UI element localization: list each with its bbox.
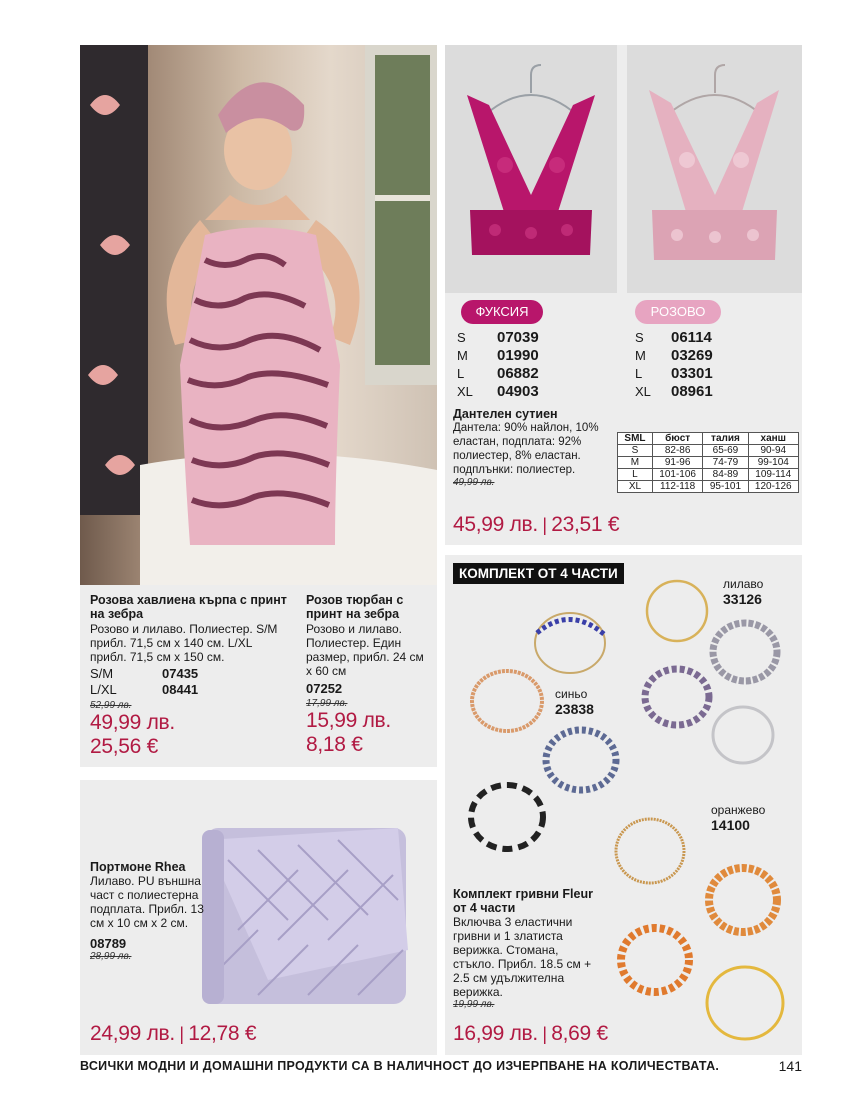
variant-label: синьо (555, 687, 588, 701)
table-cell: M (618, 457, 653, 469)
product-code: 08961 (671, 383, 713, 400)
wallet-name: Портмоне Rhea (90, 860, 186, 874)
size-table-header: бюст (652, 433, 702, 445)
towel-turban-panel (80, 45, 437, 767)
code-row (635, 329, 713, 347)
towel-model-photo (80, 45, 437, 585)
code-row (635, 347, 713, 365)
turban-name: Розов тюрбан с принт на зебра (306, 593, 404, 621)
size-label: S (457, 330, 466, 345)
product-code: 08441 (162, 682, 199, 697)
variant-orange (711, 803, 765, 833)
set-badge: КОМПЛЕКТ ОТ 4 ЧАСТИ (453, 563, 624, 584)
table-row (618, 457, 799, 469)
pink-bra-photo (627, 45, 802, 293)
page-footer (80, 1058, 802, 1074)
wallet-panel (80, 780, 437, 1055)
table-row (618, 481, 799, 493)
bra-price-eur: 23,51 € (551, 513, 620, 536)
wallet-desc: Лилаво. PU външна част с полиестерна подплата. Прибл. 13 см х 10 см х 2 см. (90, 874, 204, 930)
code-row (457, 347, 539, 365)
wallet-photo (198, 800, 418, 1010)
size-label: M (457, 348, 468, 363)
price-divider-icon: | (179, 1024, 184, 1044)
towel-code-row (90, 682, 290, 698)
product-code: 03301 (671, 365, 713, 382)
product-code: 04903 (497, 383, 539, 400)
wallet-old-price: 28,99 лв. (90, 951, 132, 962)
towel-code-row (90, 666, 290, 682)
size-label: M (635, 348, 646, 363)
table-cell: 112-118 (652, 481, 702, 493)
product-code: 07435 (162, 666, 199, 681)
table-cell: 120-126 (748, 481, 798, 493)
variant-code: 14100 (711, 817, 750, 833)
variant-label: лилаво (723, 577, 764, 591)
bra-old-price: 49,99 лв. (453, 477, 495, 488)
table-cell: 91-96 (652, 457, 702, 469)
variant-code: 33126 (723, 591, 762, 607)
size-table-header: талия (703, 433, 748, 445)
product-code: 01990 (497, 347, 539, 364)
variant-label: оранжево (711, 803, 766, 817)
bra-desc: Дантела: 90% найлон, 10% еластан, подплата: 92% полиестер, 8% еластан. подплънки: полиестер. (453, 422, 599, 476)
bra-name: Дантелен сутиен (453, 407, 558, 421)
product-code: 03269 (671, 347, 713, 364)
bracelets-old-price: 19,99 лв. (453, 999, 495, 1010)
wallet-price-line (90, 1022, 256, 1046)
variant-code: 23838 (555, 701, 594, 717)
code-row (457, 365, 539, 383)
table-cell: 109-114 (748, 469, 798, 481)
table-cell: 84-89 (703, 469, 748, 481)
fuchsia-bra-photo (445, 45, 617, 293)
pink-codes (635, 329, 713, 401)
bra-price-bgn: 45,99 лв. (453, 513, 538, 536)
price-divider-icon: | (542, 515, 547, 535)
table-cell: 74-79 (703, 457, 748, 469)
price-divider-icon: | (542, 1024, 547, 1044)
size-label: S (635, 330, 644, 345)
size-table-header: SML (618, 433, 653, 445)
code-row (635, 365, 713, 383)
size-label: XL (635, 384, 651, 399)
bracelets-desc: Включва 3 еластични гривни и 1 златиста верижка. Стомана, стъкло. Прибл. 18.5 см + 2.5 см удължителна верижка. (453, 915, 592, 999)
table-cell: XL (618, 481, 653, 493)
towel-desc: Розово и лилаво. Полиестер. S/M прибл. 71,5 см х 140 см. L/XL прибл. 71,5 см х 150 см. (90, 622, 278, 664)
size-label: L (457, 366, 465, 381)
size-label: S/M (90, 666, 114, 681)
towel-name: Розова хавлиена кърпа с принт на зебра (90, 593, 287, 621)
towel-old-price: 52,99 лв. (90, 700, 132, 711)
table-cell: L (618, 469, 653, 481)
size-label: L (635, 366, 643, 381)
table-cell: 101-106 (652, 469, 702, 481)
table-cell: 90-94 (748, 445, 798, 457)
variant-lilac (723, 577, 763, 607)
wallet-price-eur: 12,78 € (188, 1022, 257, 1045)
bracelets-price-bgn: 16,99 лв. (453, 1022, 538, 1045)
table-cell: 99-104 (748, 457, 798, 469)
table-cell: S (618, 445, 653, 457)
bra-price-line (453, 513, 619, 537)
table-row (618, 445, 799, 457)
turban-code: 07252 (306, 681, 343, 696)
product-code: 07039 (497, 329, 539, 346)
turban-price-eur: 8,18 € (306, 733, 363, 756)
variant-blue (555, 687, 594, 717)
towel-price-bgn: 49,99 лв. (90, 711, 175, 734)
product-code: 06882 (497, 365, 539, 382)
code-row (635, 383, 713, 401)
bra-panel (445, 45, 802, 545)
bracelets-price-line (453, 1022, 608, 1046)
bracelets-name: Комплект гривни Fleur от 4 части (453, 887, 593, 915)
bracelets-price-eur: 8,69 € (551, 1022, 608, 1045)
size-table (617, 432, 799, 493)
size-label: XL (457, 384, 473, 399)
page-number: 141 (778, 1058, 802, 1074)
fuchsia-color-chip: ФУКСИЯ (461, 300, 543, 324)
turban-old-price: 17,99 лв. (306, 698, 348, 709)
size-label: L/XL (90, 682, 117, 697)
table-row (618, 469, 799, 481)
turban-desc: Розово и лилаво. Полиестер. Един размер, прибл. 24 см х 60 см (306, 622, 424, 678)
code-row (457, 329, 539, 347)
availability-notice: ВСИЧКИ МОДНИ И ДОМАШНИ ПРОДУКТИ СА В НАЛИЧНОСТ ДО ИЗЧЕРПВАНЕ НА КОЛИЧЕСТВАТА. (80, 1059, 720, 1073)
turban-price-bgn: 15,99 лв. (306, 709, 391, 732)
pink-color-chip: РОЗОВО (635, 300, 721, 324)
bracelets-panel (445, 555, 802, 1055)
wallet-code: 08789 (90, 936, 127, 951)
code-row (457, 383, 539, 401)
table-cell: 95-101 (703, 481, 748, 493)
towel-price-eur: 25,56 € (90, 735, 158, 758)
size-table-header: ханш (748, 433, 798, 445)
product-code: 06114 (671, 329, 712, 346)
table-cell: 82-86 (652, 445, 702, 457)
wallet-price-bgn: 24,99 лв. (90, 1022, 175, 1045)
table-cell: 65-69 (703, 445, 748, 457)
fuchsia-codes (457, 329, 539, 401)
